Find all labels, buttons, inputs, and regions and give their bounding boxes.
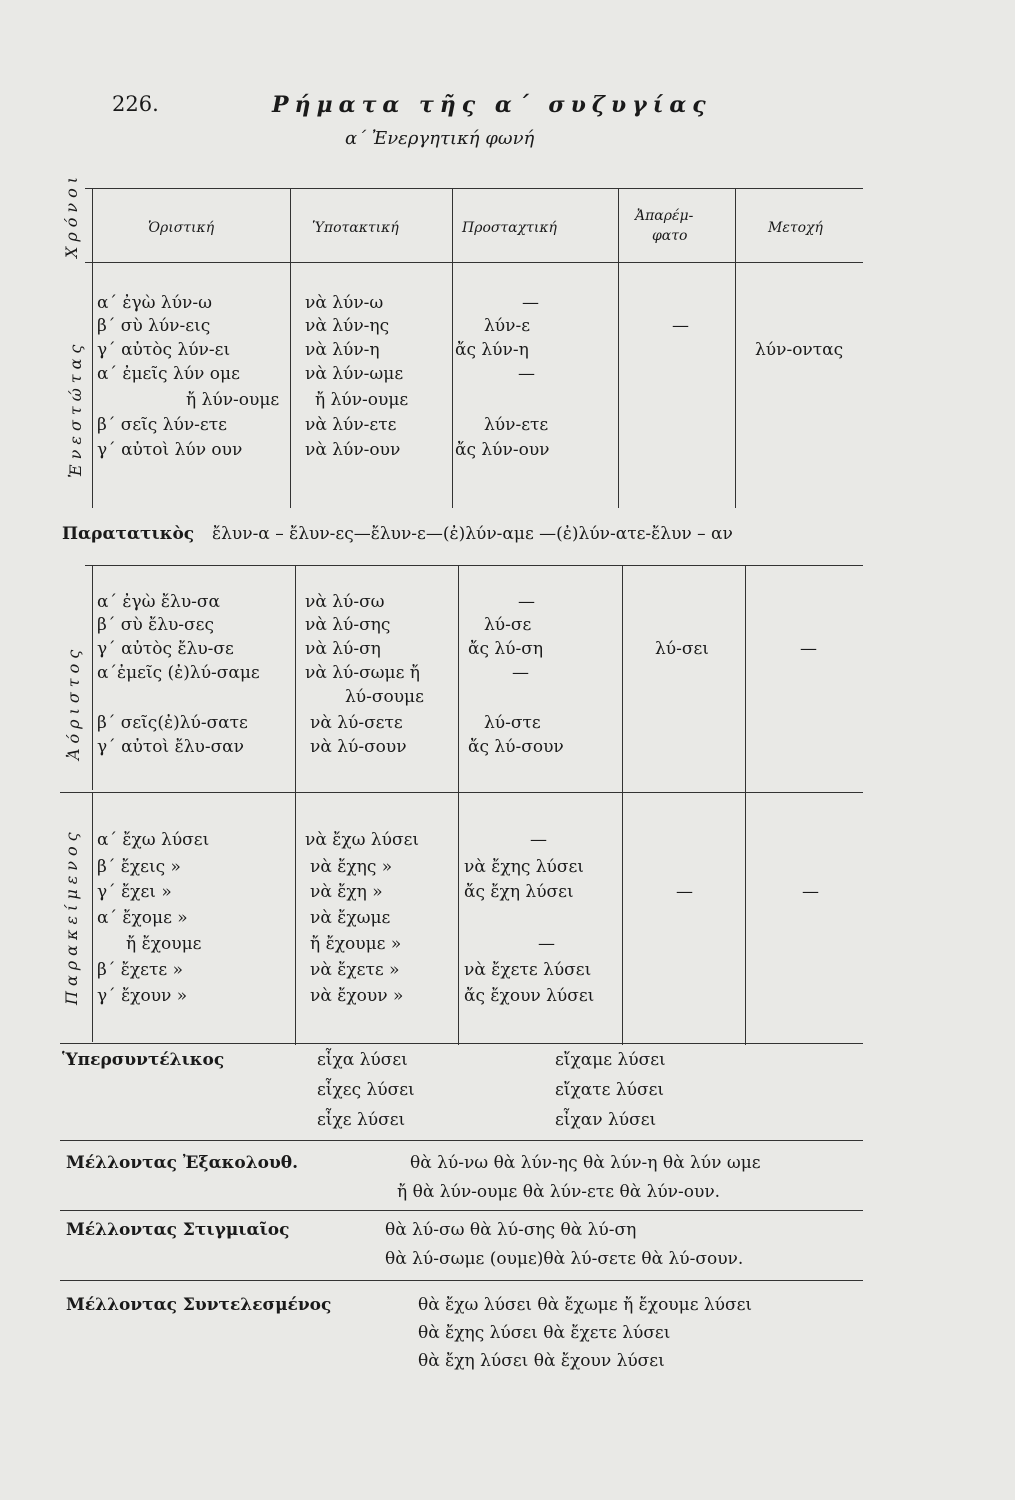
future-perfect-line-1: θὰ ἔχω λύσει θὰ ἔχωμε ἤ ἔχουμε λύσει <box>418 1295 753 1315</box>
future-simple-line-1: θὰ λύ-σω θὰ λύ-σης θὰ λύ-ση <box>385 1220 637 1240</box>
future-perfect-line-3: θὰ ἔχη λύσει θὰ ἔχουν λύσει <box>418 1351 665 1371</box>
aorist-top-rule <box>85 565 863 566</box>
aorist-imp-1: — <box>518 592 535 612</box>
present-ind-2: β΄ σὺ λύν-εις <box>97 316 211 336</box>
aorist-col-rule-1 <box>92 565 93 790</box>
header-participle: Μετοχή <box>768 220 823 236</box>
page-title: Ρήματα τῆς α΄ συζυγίας <box>272 92 712 118</box>
perfect-participle: — <box>802 882 819 902</box>
present-sub-2: νὰ λύν-ης <box>305 316 390 336</box>
rule-future-2 <box>60 1210 863 1211</box>
present-imp-3: ἄς λύν-η <box>455 340 529 360</box>
aorist-label: Ἀόριστος <box>64 644 83 760</box>
aorist-sub-6: νὰ λύ-σετε <box>310 713 403 733</box>
table-top-rule <box>85 188 863 189</box>
future-perfect-label: Μέλλοντας Συντελεσμένος <box>66 1295 332 1315</box>
col-rule-4 <box>618 188 619 508</box>
aorist-sub-7: νὰ λύ-σουν <box>310 737 407 757</box>
aorist-imp-3: ἄς λύ-ση <box>468 639 544 659</box>
header-subjunctive: Ὑποτακτική <box>312 220 399 236</box>
header-tenses: Χρόνοι <box>62 171 81 258</box>
aorist-sub-2: νὰ λύ-σης <box>305 615 391 635</box>
aorist-infinitive: λύ-σει <box>655 639 709 659</box>
mid-col-rule-4 <box>622 565 623 1045</box>
present-ind-7: γ΄ αὐτοὶ λύν ουν <box>97 440 243 460</box>
header-rule <box>85 262 863 263</box>
pluperfect-c1-3: εἶχε λύσει <box>317 1110 406 1130</box>
perfect-imp-2: νὰ ἔχης λύσει <box>464 857 584 877</box>
aorist-sub-4: νὰ λύ-σωμε ἤ <box>305 663 420 683</box>
present-imp-6: λύν-ετε <box>484 415 549 435</box>
aorist-ind-6: β΄ σεῖς(ἐ)λύ-σατε <box>97 713 248 733</box>
present-ind-3: γ΄ αὐτὸς λύν-ει <box>97 340 231 360</box>
aorist-sub-1: νὰ λύ-σω <box>305 592 385 612</box>
present-imp-7: ἄς λύν-ουν <box>455 440 550 460</box>
aorist-imp-7: ἄς λύ-σουν <box>468 737 564 757</box>
future-continuous-label: Μέλλοντας Ἐξακολουθ. <box>66 1153 299 1173</box>
aorist-ind-2: β΄ σὺ ἔλυ-σες <box>97 615 214 635</box>
perfect-imp-3: ἄς ἔχη λύσει <box>464 882 574 902</box>
aorist-ind-3: γ΄ αὐτὸς ἔλυ-σε <box>97 639 234 659</box>
present-ind-4: α΄ ἐμεῖς λύν ομε <box>97 364 240 384</box>
mid-col-rule-2 <box>295 565 296 1045</box>
future-simple-line-2: θὰ λύ-σωμε (ουμε)θὰ λύ-σετε θὰ λύ-σουν. <box>385 1249 744 1269</box>
present-sub-1: νὰ λύν-ω <box>305 293 384 313</box>
aorist-ind-4: α΄ἐμεῖς (ἐ)λύ-σαμε <box>97 663 260 683</box>
perfect-sub-4: νὰ ἔχωμε <box>310 908 391 928</box>
perfect-sub-1: νὰ ἔχω λύσει <box>305 830 420 850</box>
perfect-imp-6: νὰ ἔχετε λύσει <box>464 960 592 980</box>
imperfect-label: Παρατατικὸς <box>62 524 195 544</box>
col-rule-3 <box>452 188 453 508</box>
perfect-top-rule <box>60 792 863 793</box>
col-rule-2 <box>290 188 291 508</box>
present-participle: λύν-οντας <box>755 340 844 360</box>
pluperfect-c2-1: εἴχαμε λύσει <box>555 1050 666 1070</box>
header-imperative: Προσταχτική <box>462 220 557 236</box>
perfect-col-rule-1 <box>92 792 93 1042</box>
present-sub-4: νὰ λύν-ωμε <box>305 364 404 384</box>
aorist-ind-1: α΄ ἐγὼ ἔλυ-σα <box>97 592 220 612</box>
header-infinitive-1: Ἀπαρέμ- <box>635 208 694 224</box>
perfect-imp-7: ἄς ἔχουν λύσει <box>464 986 595 1006</box>
mid-col-rule-3 <box>458 565 459 1045</box>
present-label: Ἐνεστώτας <box>66 339 85 478</box>
present-ind-5: ἤ λύν-ουμε <box>186 390 280 410</box>
aorist-sub-5: λύ-σουμε <box>345 687 424 707</box>
pluperfect-label: Ὑπερσυντέλικος <box>62 1050 225 1070</box>
rule-future-1 <box>60 1140 863 1141</box>
perfect-infinitive: — <box>676 882 693 902</box>
present-imp-2: λύν-ε <box>484 316 530 336</box>
perfect-ind-5: ἤ ἔχουμε <box>126 934 202 954</box>
perfect-ind-4: α΄ ἔχομε » <box>97 908 188 928</box>
perfect-sub-2: νὰ ἔχης » <box>310 857 393 877</box>
aorist-imp-6: λύ-στε <box>484 713 541 733</box>
perfect-ind-6: β΄ ἔχετε » <box>97 960 183 980</box>
perfect-sub-7: νὰ ἔχουν » <box>310 986 404 1006</box>
col-rule-5 <box>735 188 736 508</box>
present-ind-1: α΄ ἐγὼ λύν-ω <box>97 293 212 313</box>
aorist-imp-2: λύ-σε <box>484 615 532 635</box>
future-continuous-line-2: ἤ θὰ λύν-ουμε θὰ λύν-ετε θὰ λύν-ουν. <box>397 1182 721 1202</box>
present-sub-7: νὰ λύν-ουν <box>305 440 401 460</box>
perfect-imp-5: — <box>538 934 555 954</box>
perfect-bottom-rule <box>60 1043 863 1044</box>
pluperfect-c2-3: εἶχαν λύσει <box>555 1110 657 1130</box>
pluperfect-c1-1: εἶχα λύσει <box>317 1050 408 1070</box>
present-sub-3: νὰ λύν-η <box>305 340 380 360</box>
col-rule-1 <box>92 188 93 508</box>
perfect-sub-6: νὰ ἔχετε » <box>310 960 400 980</box>
present-infinitive: — <box>672 316 689 336</box>
present-sub-5: ἤ λύν-ουμε <box>315 390 409 410</box>
page-number: 226. <box>112 92 159 116</box>
present-ind-6: β΄ σεῖς λύν-ετε <box>97 415 227 435</box>
pluperfect-c1-2: εἶχες λύσει <box>317 1080 415 1100</box>
mid-col-rule-5 <box>745 565 746 1045</box>
present-imp-4: — <box>518 364 535 384</box>
perfect-ind-2: β΄ ἔχεις » <box>97 857 181 877</box>
perfect-label: Παρακείμενος <box>62 827 81 1005</box>
future-perfect-line-2: θὰ ἔχης λύσει θὰ ἔχετε λύσει <box>418 1323 671 1343</box>
imperfect-forms: ἔλυν-α – ἔλυν-ες—ἔλυν-ε—(ἐ)λύν-αμε —(ἐ)λύν-ατε-ἔλυν – αν <box>212 524 733 544</box>
perfect-ind-3: γ΄ ἔχει » <box>97 882 172 902</box>
perfect-sub-3: νὰ ἔχη » <box>310 882 383 902</box>
future-continuous-line-1: θὰ λύ-νω θὰ λύν-ης θὰ λύν-η θὰ λύν ωμε <box>410 1153 761 1173</box>
perfect-ind-1: α΄ ἔχω λύσει <box>97 830 210 850</box>
header-indicative: Ὁριστική <box>148 220 215 236</box>
aorist-imp-4: — <box>512 663 529 683</box>
perfect-sub-5: ἤ ἔχουμε » <box>310 934 402 954</box>
present-sub-6: νὰ λύν-ετε <box>305 415 397 435</box>
aorist-participle: — <box>800 639 817 659</box>
header-infinitive-2: φατο <box>652 228 688 244</box>
aorist-ind-7: γ΄ αὐτοὶ ἔλυ-σαν <box>97 737 244 757</box>
present-imp-1: — <box>522 293 539 313</box>
perfect-imp-1: — <box>530 830 547 850</box>
pluperfect-c2-2: εἴχατε λύσει <box>555 1080 665 1100</box>
future-simple-label: Μέλλοντας Στιγμιαῖος <box>66 1220 290 1240</box>
perfect-ind-7: γ΄ ἔχουν » <box>97 986 188 1006</box>
rule-future-3 <box>60 1280 863 1281</box>
aorist-sub-3: νὰ λύ-ση <box>305 639 381 659</box>
subtitle: α΄ Ἐνεργητική φωνή <box>345 128 535 149</box>
